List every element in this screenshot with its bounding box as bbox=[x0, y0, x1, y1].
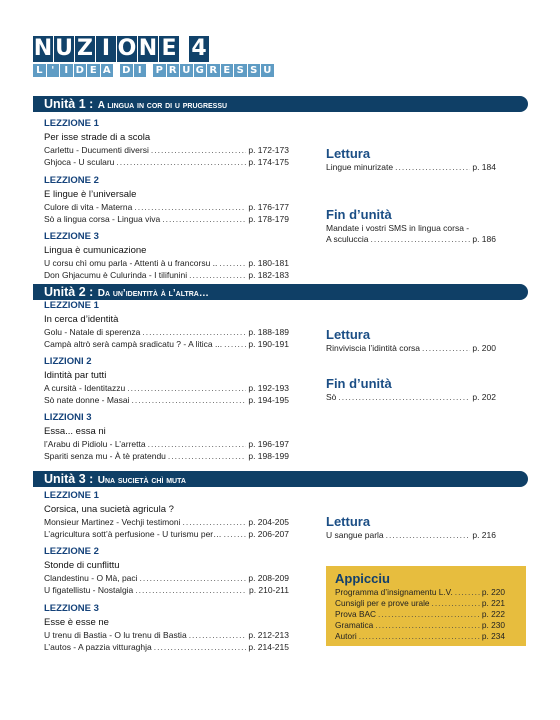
lesson-title: Lingua è cumunicazione bbox=[44, 245, 147, 256]
entry-page: p. 204-205 bbox=[248, 517, 289, 527]
dot-leader bbox=[127, 382, 246, 394]
toc-entry[interactable] bbox=[44, 528, 289, 540]
unit-3-header bbox=[33, 471, 528, 487]
lettura-heading: Lettura bbox=[326, 146, 371, 161]
subtitle-space bbox=[147, 64, 152, 77]
lesson-label: LEZZIONE 1 bbox=[44, 490, 99, 501]
lesson-title: Esse è esse ne bbox=[44, 617, 109, 628]
entry-title: Culore di vita - Materna bbox=[44, 202, 133, 212]
entry-page: p. 188-189 bbox=[248, 327, 289, 337]
entry-page: p. 186 bbox=[472, 234, 496, 244]
subtitle-letter: E bbox=[87, 64, 100, 77]
toc-entry[interactable] bbox=[335, 620, 505, 631]
entry-title: L’agricultura sott’à perfusione - U turismu per… bbox=[44, 529, 222, 539]
toc-entry[interactable] bbox=[44, 269, 289, 281]
lesson-label: LIZZIONI 2 bbox=[44, 356, 92, 367]
subtitle-letter: I bbox=[134, 64, 147, 77]
entry-page: p. 216 bbox=[472, 530, 496, 540]
lesson-label: LIZZIONI 3 bbox=[44, 412, 92, 423]
subtitle-letter: E bbox=[221, 64, 234, 77]
unit-name: Unità 3 : bbox=[44, 472, 94, 486]
subtitle-letter: U bbox=[180, 64, 193, 77]
toc-entry[interactable] bbox=[335, 598, 505, 609]
entry-title: Prova BAC bbox=[335, 609, 377, 619]
toc-entry[interactable] bbox=[44, 201, 289, 213]
toc-entry[interactable] bbox=[44, 257, 289, 269]
toc-entry[interactable] bbox=[326, 343, 496, 354]
unit-3-lesson-1 bbox=[44, 490, 289, 540]
dot-leader bbox=[162, 213, 246, 225]
appendix-heading: Appicciu bbox=[335, 571, 390, 586]
unit-2-header bbox=[33, 284, 528, 300]
entry-page: p. 194-195 bbox=[248, 395, 289, 405]
subtitle-letter: ' bbox=[47, 64, 60, 77]
entry-title: Sò nate donne - Masai bbox=[44, 395, 130, 405]
dot-leader bbox=[395, 162, 470, 173]
dot-leader bbox=[375, 620, 480, 631]
toc-entry[interactable] bbox=[44, 438, 289, 450]
entry-title: A sculuccia bbox=[326, 234, 369, 244]
fin-line: Mandate i vostri SMS in lingua corsa - bbox=[326, 223, 470, 233]
unit-name: Unità 1 : bbox=[44, 97, 94, 111]
fin-heading: Fin d’unità bbox=[326, 207, 392, 222]
title-space bbox=[180, 36, 188, 62]
appendix-list bbox=[335, 587, 505, 642]
toc-entry[interactable] bbox=[44, 144, 289, 156]
entry-page: p. 196-197 bbox=[248, 439, 289, 449]
title-number: 4 bbox=[189, 36, 209, 62]
toc-entry[interactable] bbox=[44, 394, 289, 406]
dot-leader bbox=[189, 629, 247, 641]
unit-subtitle: Da un’identità à l’altra… bbox=[97, 288, 209, 299]
entry-title: Spariti senza mu - À tè pratendu bbox=[44, 451, 166, 461]
title-letter: U bbox=[55, 36, 73, 61]
entry-title: Programma d’insignamentu L.V. bbox=[335, 587, 453, 597]
dot-leader bbox=[224, 528, 247, 540]
entry-title: Rinviviscia l’idintità corsa bbox=[326, 343, 421, 353]
entry-title: Don Ghjacumu è Culurinda - I tilifunini bbox=[44, 270, 188, 280]
dot-leader bbox=[183, 516, 247, 528]
lesson-label: LEZZIONE 3 bbox=[44, 603, 99, 614]
dot-leader bbox=[386, 530, 471, 541]
toc-entry[interactable] bbox=[335, 587, 505, 598]
entry-title: U corsu chì omu parla - Attenti à u francorsu .. bbox=[44, 258, 218, 268]
lesson-label: LEZZIONE 1 bbox=[44, 118, 99, 129]
entry-page: p. 192-193 bbox=[248, 383, 289, 393]
entry-page: p. 202 bbox=[472, 392, 496, 402]
entry-page: p. 212-213 bbox=[248, 630, 289, 640]
entry-title: Cunsigli per e prove urale bbox=[335, 598, 430, 608]
title-letter: O bbox=[117, 36, 137, 61]
entry-page: p. 176-177 bbox=[248, 202, 289, 212]
dot-leader bbox=[154, 641, 247, 653]
subtitle-letter: P bbox=[153, 64, 166, 77]
unit-name: Unità 2 : bbox=[44, 285, 94, 299]
toc-entry[interactable] bbox=[44, 450, 289, 462]
dot-leader bbox=[371, 234, 471, 245]
lettura-heading: Lettura bbox=[326, 514, 371, 529]
toc-entry[interactable] bbox=[44, 326, 289, 338]
entry-title: Golu - Natale di sperenza bbox=[44, 327, 141, 337]
entry-title: Campà altrò serà campà sradicatu ? - A litica ... bbox=[44, 339, 223, 349]
subtitle-letter: G bbox=[194, 64, 207, 77]
dot-leader bbox=[134, 201, 246, 213]
lesson-title: Essa... essa ni bbox=[44, 426, 106, 437]
lettura-heading: Lettura bbox=[326, 327, 371, 342]
toc-entry[interactable] bbox=[326, 162, 496, 173]
dot-leader bbox=[151, 144, 246, 156]
subtitle-letter: A bbox=[101, 64, 114, 77]
lesson-label: LEZZIONE 2 bbox=[44, 175, 99, 186]
lesson-label: LEZZIONE 1 bbox=[44, 300, 99, 311]
lesson-title: Idintità par tutti bbox=[44, 370, 107, 381]
entry-title: Carlettu - Ducumenti diversi bbox=[44, 145, 149, 155]
toc-entry[interactable] bbox=[326, 530, 496, 541]
subtitle-letter: S bbox=[234, 64, 247, 77]
dot-leader bbox=[359, 631, 480, 642]
entry-page: p. 198-199 bbox=[248, 451, 289, 461]
dot-leader bbox=[455, 587, 480, 598]
toc-entry[interactable] bbox=[44, 213, 289, 225]
unit-2-lesson-2 bbox=[44, 356, 289, 406]
unit-1-lesson-1 bbox=[44, 118, 289, 168]
entry-page: p. 208-209 bbox=[248, 573, 289, 583]
entry-page: p. 220 bbox=[481, 587, 505, 597]
lesson-title: E lingue è l’universale bbox=[44, 189, 137, 200]
title-letter: I bbox=[96, 36, 116, 62]
entry-title: L’autos - A pazzia vitturaghja bbox=[44, 642, 152, 652]
title-letter: N bbox=[33, 36, 53, 61]
entry-page: p. 221 bbox=[481, 598, 505, 608]
toc-entry[interactable] bbox=[44, 629, 289, 641]
entry-title: Autori bbox=[335, 631, 357, 641]
entry-title: Ghjoca - U scularu bbox=[44, 157, 115, 167]
toc-entry[interactable] bbox=[44, 382, 289, 394]
unit-2-fin bbox=[326, 376, 496, 403]
unit-1-lesson-3 bbox=[44, 231, 289, 281]
subtitle-letter: D bbox=[120, 64, 133, 77]
entry-title: Monsieur Martinez - Vechji testimoni bbox=[44, 517, 181, 527]
subtitle-letter: R bbox=[167, 64, 180, 77]
dot-leader bbox=[422, 343, 470, 354]
entry-page: p. 184 bbox=[472, 162, 496, 172]
chapter-title bbox=[33, 36, 210, 62]
subtitle-space bbox=[114, 64, 119, 77]
entry-page: p. 172-173 bbox=[248, 145, 289, 155]
lesson-title: Stonde di cunflittu bbox=[44, 560, 120, 571]
dot-leader bbox=[116, 156, 246, 168]
entry-page: p. 234 bbox=[481, 631, 505, 641]
title-letter: E bbox=[159, 36, 179, 62]
unit-1-lesson-2 bbox=[44, 175, 289, 225]
entry-page: p. 200 bbox=[472, 343, 496, 353]
chapter-subtitle bbox=[33, 64, 275, 77]
entry-page: p. 230 bbox=[481, 620, 505, 630]
dot-leader bbox=[142, 326, 246, 338]
toc-entry[interactable] bbox=[335, 631, 505, 642]
toc-entry[interactable] bbox=[326, 234, 496, 245]
title-letter: N bbox=[138, 36, 158, 61]
dot-leader bbox=[140, 572, 247, 584]
unit-2-lesson-1 bbox=[44, 300, 289, 350]
toc-entry[interactable] bbox=[335, 609, 505, 620]
entry-page: p. 210-211 bbox=[248, 585, 289, 595]
appendix-box bbox=[326, 566, 526, 646]
unit-2-lettura bbox=[326, 327, 496, 354]
subtitle-letter: D bbox=[74, 64, 87, 77]
unit-subtitle: Una sucietà chì muta bbox=[97, 475, 186, 486]
toc-entry[interactable] bbox=[44, 641, 289, 653]
unit-3-lettura bbox=[326, 514, 496, 541]
unit-3-lesson-2 bbox=[44, 546, 289, 596]
dot-leader bbox=[132, 394, 247, 406]
entry-page: p. 178-179 bbox=[248, 214, 289, 224]
subtitle-letter: L bbox=[33, 64, 46, 77]
entry-page: p. 182-183 bbox=[248, 270, 289, 280]
unit-subtitle: A lingua in cor di u prugressu bbox=[97, 100, 228, 111]
dot-leader bbox=[135, 584, 247, 596]
toc-entry[interactable] bbox=[44, 338, 289, 350]
entry-title: l’Arabu di Pidiolu - L’arretta bbox=[44, 439, 146, 449]
lesson-label: LEZZIONE 3 bbox=[44, 231, 99, 242]
entry-page: p. 180-181 bbox=[248, 258, 289, 268]
toc-entry[interactable] bbox=[44, 156, 289, 168]
entry-page: p. 174-175 bbox=[248, 157, 289, 167]
dot-leader bbox=[338, 392, 470, 403]
subtitle-letter: I bbox=[60, 64, 73, 77]
entry-title: Lingue minurizate bbox=[326, 162, 394, 172]
fin-heading: Fin d’unità bbox=[326, 376, 392, 391]
entry-page: p. 190-191 bbox=[248, 339, 289, 349]
subtitle-letter: U bbox=[261, 64, 274, 77]
entry-title: Sò a lingua corsa - Lingua viva bbox=[44, 214, 161, 224]
title-letter: Z bbox=[75, 36, 95, 62]
toc-entry[interactable] bbox=[44, 516, 289, 528]
dot-leader bbox=[148, 438, 247, 450]
toc-entry[interactable] bbox=[326, 392, 496, 403]
entry-page: p. 206-207 bbox=[248, 529, 289, 539]
toc-entry[interactable] bbox=[44, 584, 289, 596]
lesson-title: Per isse strade di a scola bbox=[44, 132, 151, 143]
entry-title: Clandestinu - O Mà, paci bbox=[44, 573, 138, 583]
subtitle-letter: R bbox=[207, 64, 220, 77]
unit-1-lettura bbox=[326, 146, 496, 173]
entry-title: U sangue parla bbox=[326, 530, 384, 540]
unit-2-lesson-3 bbox=[44, 412, 289, 462]
entry-title: Sò bbox=[326, 392, 337, 402]
entry-title: Gramatica bbox=[335, 620, 374, 630]
entry-page: p. 222 bbox=[481, 609, 505, 619]
entry-title: A cursità - Identitazzu bbox=[44, 383, 126, 393]
entry-page: p. 214-215 bbox=[248, 642, 289, 652]
subtitle-letter: S bbox=[248, 64, 261, 77]
entry-title: U trenu di Bastia - O lu trenu di Bastia bbox=[44, 630, 187, 640]
toc-entry[interactable] bbox=[44, 572, 289, 584]
unit-1-fin bbox=[326, 207, 496, 245]
dot-leader bbox=[378, 609, 480, 620]
lesson-label: LEZZIONE 2 bbox=[44, 546, 99, 557]
dot-leader bbox=[224, 338, 246, 350]
unit-3-lesson-3 bbox=[44, 603, 289, 653]
lesson-title: Corsica, una sucietà agricula ? bbox=[44, 504, 174, 515]
lesson-title: In cerca d’identità bbox=[44, 314, 119, 325]
dot-leader bbox=[219, 257, 246, 269]
entry-title: U figatellistu - Nostalgia bbox=[44, 585, 134, 595]
unit-1-header bbox=[33, 96, 528, 112]
dot-leader bbox=[189, 269, 246, 281]
dot-leader bbox=[432, 598, 480, 609]
dot-leader bbox=[168, 450, 246, 462]
